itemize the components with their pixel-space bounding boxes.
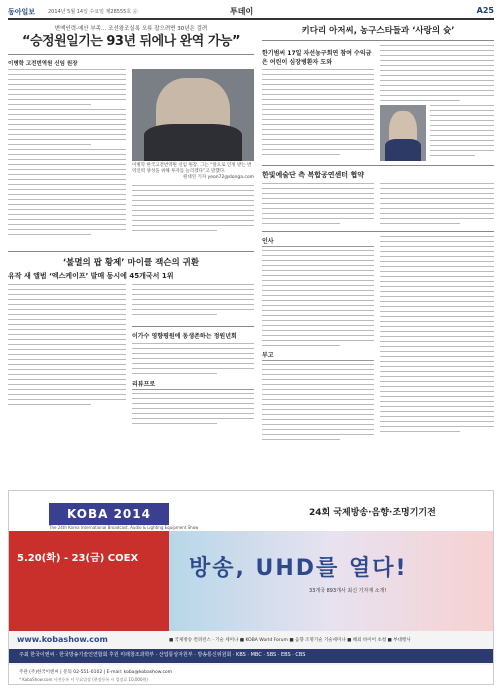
ad-info-line: ■ 국제방송 컨퍼런스 · 기술 세미나 ■ KOBA World Forum ■ 음향 조명기술 기술세미나 ■ 해외 바이어 초청 ■ 부대행사 bbox=[169, 638, 411, 643]
right-column bbox=[262, 24, 494, 444]
lead-kicker: 변액인력-예산 부족… 조선왕조실록 오류 잡으려면 30년은 걸려 bbox=[54, 26, 208, 32]
right-second-headline: 한빛예술단 측 복합공연센터 협약 bbox=[262, 171, 364, 179]
divider bbox=[8, 251, 254, 252]
right-lead-body bbox=[262, 69, 374, 161]
koba-advertisement bbox=[8, 490, 494, 685]
ad-date-range: 5.20(화) - 23(금) bbox=[17, 553, 105, 564]
third-body-text bbox=[132, 343, 254, 379]
page-number: A25 bbox=[476, 6, 494, 15]
newspaper-name: 동아일보 bbox=[8, 8, 36, 16]
divider bbox=[262, 165, 494, 166]
basketball-photo bbox=[380, 105, 426, 161]
box-title: 리뷰프로 bbox=[132, 379, 254, 390]
obituary-title: 부고 bbox=[262, 350, 374, 361]
photo-caption: 이병학 한국고전번역원 신임 원장. 그는 “앞으로 인정 받는 번역인력 양성을 위해 투자를 늘리겠다”고 말했다. bbox=[132, 163, 252, 174]
third-headline: 이가수 영향평원에 동생존하는 정원년회 bbox=[132, 333, 237, 340]
lead-headline: “승정원일기는 93년 뒤에나 완역 가능” bbox=[21, 34, 241, 49]
ad-website-link[interactable]: www.kobashow.com bbox=[17, 635, 108, 644]
right-second-body-2 bbox=[380, 183, 494, 227]
ad-dates-panel bbox=[9, 531, 169, 631]
divider bbox=[262, 40, 494, 41]
ad-subline: 33개국 893개사 최신 기자재 소개! bbox=[309, 588, 387, 594]
right-lead-headline: 키다리 아저씨, 농구스타들과 ‘사랑의 슛’ bbox=[301, 26, 455, 36]
lead-byline: 이병학 고전번역원 신임 원장 bbox=[8, 61, 78, 67]
ad-slogan: 방송, UHD를 열다! bbox=[189, 556, 408, 581]
right-second-body bbox=[262, 183, 374, 227]
box-body-text bbox=[132, 393, 254, 429]
people-list-2 bbox=[380, 236, 494, 441]
divider bbox=[132, 326, 254, 327]
ad-top-band bbox=[9, 491, 494, 531]
issue-date: 2014년 5월 14일 수요일 제28555호 ㉭ bbox=[48, 9, 138, 15]
right-lead-subhead: 한기범씨 17일 자선농구회연 참여 수익금은 어린이 심장병환자 도와 bbox=[262, 50, 372, 66]
obituary-list bbox=[262, 364, 374, 444]
second-headline: ‘불멸의 팝 황제’ 마이클 잭슨의 귀환 bbox=[62, 258, 200, 268]
divider bbox=[262, 231, 494, 232]
lead-body-text-2 bbox=[132, 185, 254, 237]
ad-sponsors: 주최 한국이엔씨 · 한국방송기술인연합회 후원 미래창조과학부 · 산업통상자원부 · 방송통신위원회 · KBS · MBC · SBS · EBS · CBS bbox=[19, 652, 306, 658]
ad-contact: 주관 (주)한국이엔씨 | 문의 02-551-0102 | E-mail: koba@kobashow.com bbox=[19, 670, 173, 675]
second-body-text-2 bbox=[132, 284, 254, 322]
divider bbox=[8, 54, 254, 55]
ad-sponsor-bar bbox=[9, 649, 494, 663]
ad-dates bbox=[17, 553, 138, 565]
section-title: 투데이 bbox=[230, 7, 254, 16]
second-body-text bbox=[8, 284, 126, 412]
left-column bbox=[8, 24, 254, 429]
ad-venue: COEX bbox=[107, 553, 139, 564]
ad-title: 24회 국제방송·음향·조명기기전 bbox=[309, 508, 436, 518]
koba-logo-subtitle: The 24th Korea International Broadcast, Audio & Lighting Equipment Show bbox=[49, 525, 199, 530]
second-subhead: 유작 새 앨범 ‘엑스케이프’ 발매 동시에 45개국서 1위 bbox=[8, 272, 174, 280]
right-lead-body-2 bbox=[380, 45, 494, 105]
ad-note: * KobaShow.com 사전등록 시 무료입장 (현장등록 시 입장료 10,000원) bbox=[19, 677, 148, 682]
people-list-1 bbox=[262, 250, 374, 350]
people-title: 인사 bbox=[262, 236, 374, 247]
koba-logo: KOBA 2014 bbox=[49, 503, 169, 525]
page-header bbox=[8, 6, 494, 20]
lead-body-text bbox=[8, 69, 126, 247]
right-lead-body-3 bbox=[430, 105, 494, 161]
portrait-photo bbox=[132, 69, 254, 161]
photo-credit: 원대연 기자 yeon72@donga.com bbox=[183, 175, 254, 180]
ad-bottom-band bbox=[9, 665, 494, 685]
